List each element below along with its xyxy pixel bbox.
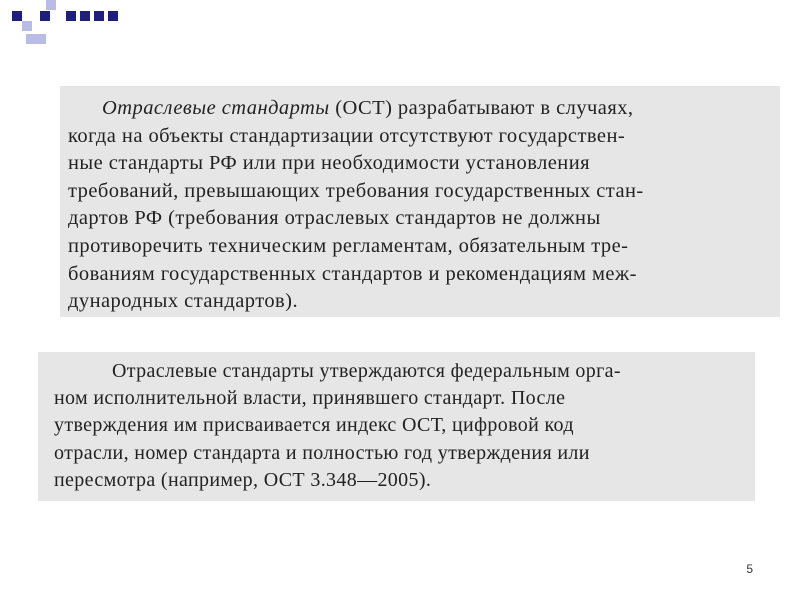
decor-square — [46, 0, 56, 10]
emphasized-term: Отраслевые стандарты — [102, 97, 330, 119]
decor-square — [36, 34, 46, 44]
decor-square — [66, 11, 76, 21]
text-line: Отраслевые стандарты утверждаются федеральным орга- — [112, 360, 621, 382]
text-line: когда на объекты стандартизации отсутствуют государствен- — [68, 124, 626, 147]
text-line: пересмотра (например, ОСТ 3.348—2005). — [54, 468, 432, 491]
text-block-branch-standards-approval — [38, 352, 755, 501]
decor-square — [12, 11, 22, 21]
text-line — [68, 95, 770, 123]
text-line: отрасли, номер стандарта и полностью год утверждения или — [54, 441, 590, 464]
text-line: ном исполнительной власти, принявшего стандарт. После — [54, 387, 566, 410]
text-line: дартов РФ (требования отраслевых стандартов не должны — [68, 207, 601, 230]
decor-square — [22, 21, 32, 31]
decor-square — [26, 34, 36, 44]
text-line: дународных стандартов). — [68, 290, 299, 313]
text-block-branch-standards-definition — [60, 86, 780, 317]
decor-square — [94, 11, 104, 21]
text-fragment: (ОСТ) разрабатывают в случаях, — [329, 97, 634, 119]
slide-corner-decoration — [0, 0, 120, 60]
text-line: бованиям государственных стандартов и рекомендациям меж- — [68, 262, 637, 285]
decor-square — [40, 11, 50, 21]
text-line: утверждения им присваивается индекс ОСТ, цифровой код — [54, 414, 574, 437]
decor-square — [80, 11, 90, 21]
decor-square — [108, 11, 118, 21]
page-number: 5 — [746, 562, 753, 576]
text-line: требований, превышающих требования государственных стан- — [68, 179, 644, 202]
text-line: противоречить техническим регламентам, обязательным тре- — [68, 234, 629, 257]
text-line: ные стандарты РФ или при необходимости установления — [68, 152, 591, 175]
